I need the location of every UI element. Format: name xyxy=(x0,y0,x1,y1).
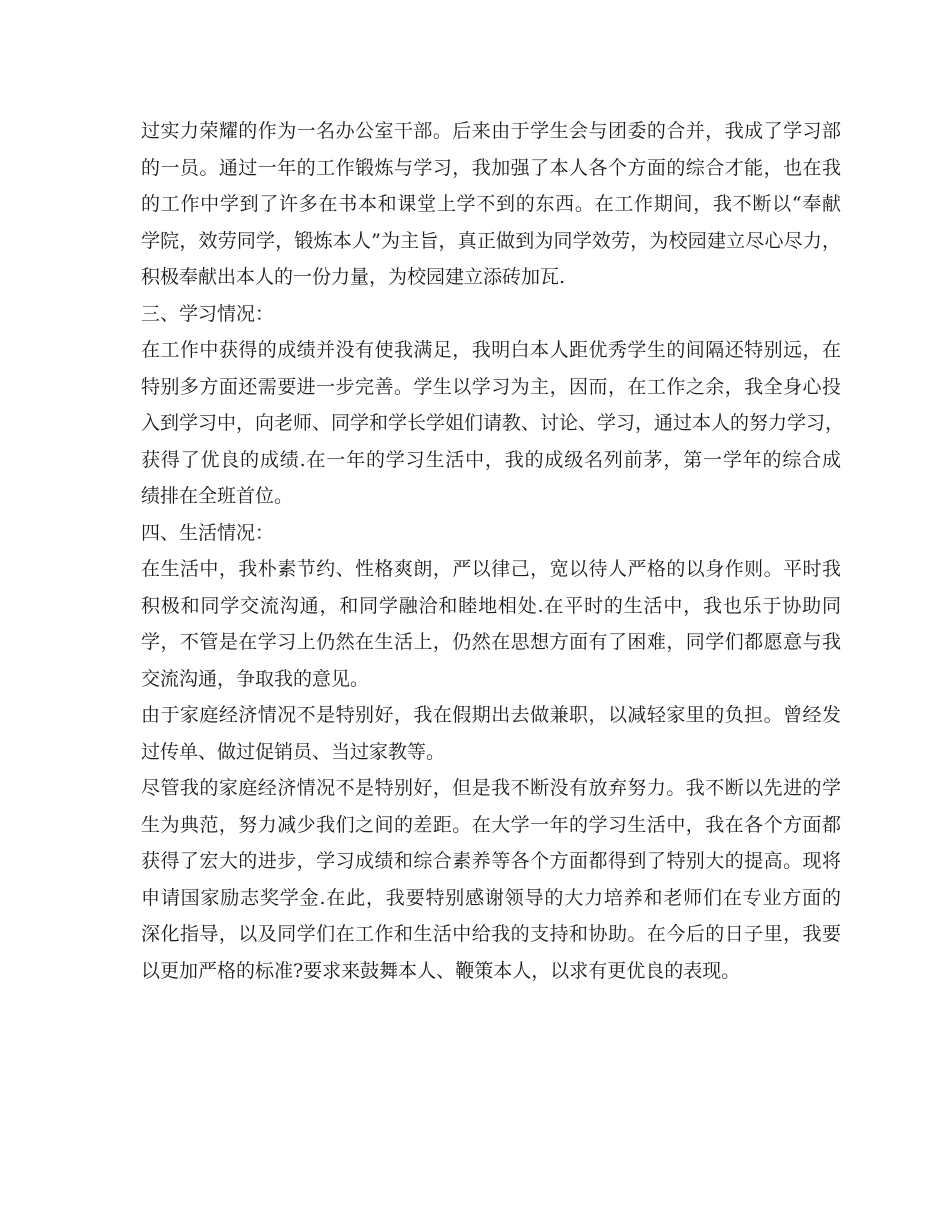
section-heading-study: 三、学习情况： xyxy=(141,302,275,325)
document-body xyxy=(141,113,845,989)
text-line: 在生活中，我朴素节约、性格爽朗，严以律己，宽以待人严格的以身作则。平时我 xyxy=(141,558,841,580)
text-line: 在工作中获得的成绩并没有使我满足，我明白本人距优秀学生的间隔还特别远，在 xyxy=(141,339,841,361)
text-line: 积极和同学交流沟通，和同学融洽和睦地相处.在平时的生活中，我也乐于协助同 xyxy=(141,594,841,617)
text-line: 交流沟通，争取我的意见。 xyxy=(141,667,370,690)
text-line: 获得了宏大的进步，学习成绩和综合素养等各个方面都得到了特别大的提高。现将 xyxy=(141,850,841,872)
section-heading-life: 四、生活情况： xyxy=(141,521,275,544)
text-line: 入到学习中，向老师、同学和学长学姐们请教、讨论、学习，通过本人的努力学习， xyxy=(141,412,845,434)
text-line: 的工作中学到了许多在书本和课堂上学不到的东西。在工作期间，我不断以“奉献 xyxy=(141,193,841,215)
text-line: 过实力荣耀的作为一名办公室干部。后来由于学生会与团委的合并，我成了学习部 xyxy=(141,120,841,142)
text-line: 申请国家励志奖学金.在此，我要特别感谢领导的大力培养和老师们在专业方面的 xyxy=(141,886,841,909)
text-line: 生为典范，努力减少我们之间的差距。在大学一年的学习生活中，我在各个方面都 xyxy=(141,813,841,836)
text-line: 积极奉献出本人的一份力量，为校园建立添砖加瓦. xyxy=(141,266,566,288)
text-line: 尽管我的家庭经济情况不是特别好，但是我不断没有放弃努力。我不断以先进的学 xyxy=(141,777,841,799)
text-line: 特别多方面还需要进一步完善。学生以学习为主，因而，在工作之余，我全身心投 xyxy=(141,375,841,398)
text-line: 学院，效劳同学，锻炼本人”为主旨，真正做到为同学效劳，为校园建立尽心尽力， xyxy=(141,229,841,252)
text-line: 获得了优良的成绩.在一年的学习生活中，我的成级名列前茅，第一学年的综合成 xyxy=(141,448,841,471)
text-line: 由于家庭经济情况不是特别好，我在假期出去做兼职，以减轻家里的负担。曾经发 xyxy=(141,704,841,726)
text-line: 过传单、做过促销员、当过家教等。 xyxy=(141,740,446,763)
text-line: 学，不管是在学习上仍然在生活上，仍然在思想方面有了困难，同学们都愿意与我 xyxy=(141,631,841,653)
text-line: 的一员。通过一年的工作锻炼与学习，我加强了本人各个方面的综合才能，也在我 xyxy=(141,156,841,179)
text-line: 绩排在全班首位。 xyxy=(141,485,294,507)
text-line: 以更加严格的标准?要求来鼓舞本人、鞭策本人，以求有更优良的表现。 xyxy=(141,959,741,982)
text-line: 深化指导，以及同学们在工作和生活中给我的支持和协助。在今后的日子里，我要 xyxy=(141,923,841,945)
